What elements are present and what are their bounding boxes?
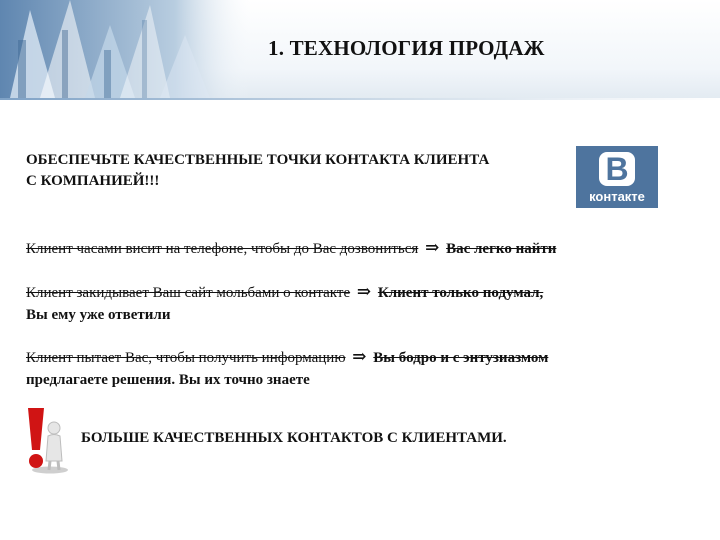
page-title: 1. ТЕХНОЛОГИЯ ПРОДАЖ [268, 36, 545, 60]
implies-arrow-icon: ⇒ [425, 238, 440, 257]
summary-text: БОЛЬШЕ КАЧЕСТВЕННЫХ КОНТАКТОВ С КЛИЕНТАМИ. [81, 430, 507, 446]
lead-line-2: С КОМПАНИЕЙ!!! [26, 173, 160, 189]
problem-text: Клиент закидывает Ваш сайт мольбами о контакте [26, 285, 351, 301]
list-item [26, 281, 543, 326]
lead-heading [26, 150, 489, 192]
problem-text: Клиент пытает Вас, чтобы получить информацию [26, 350, 346, 366]
solution-text: Вас легко найти [446, 241, 557, 257]
exclamation-mark-icon [22, 406, 72, 474]
header-divider [0, 98, 720, 100]
implies-arrow-icon: ⇒ [356, 282, 372, 301]
list-item [26, 346, 548, 391]
city-skyline-image [0, 0, 250, 98]
vk-wordmark: контакте [589, 189, 645, 204]
vkontakte-logo [576, 146, 658, 208]
solution-text: Клиент только подумал, [377, 285, 544, 301]
solution-continuation: предлагаете решения. Вы их точно знаете [26, 372, 310, 388]
implies-arrow-icon: ⇒ [352, 347, 367, 366]
solution-text: Вы бодро и с энтузиазмом [373, 350, 549, 366]
solution-continuation: Вы ему уже ответили [26, 307, 171, 323]
lead-line-1: ОБЕСПЕЧЬТЕ КАЧЕСТВЕННЫЕ ТОЧКИ КОНТАКТА КЛИЕНТА [26, 152, 490, 168]
header-banner [0, 0, 720, 98]
vk-letter-badge [599, 152, 635, 186]
problem-text: Клиент часами висит на телефоне, чтобы до Вас дозвониться [26, 241, 419, 257]
list-item [26, 237, 556, 260]
vk-letter: B [605, 151, 629, 187]
